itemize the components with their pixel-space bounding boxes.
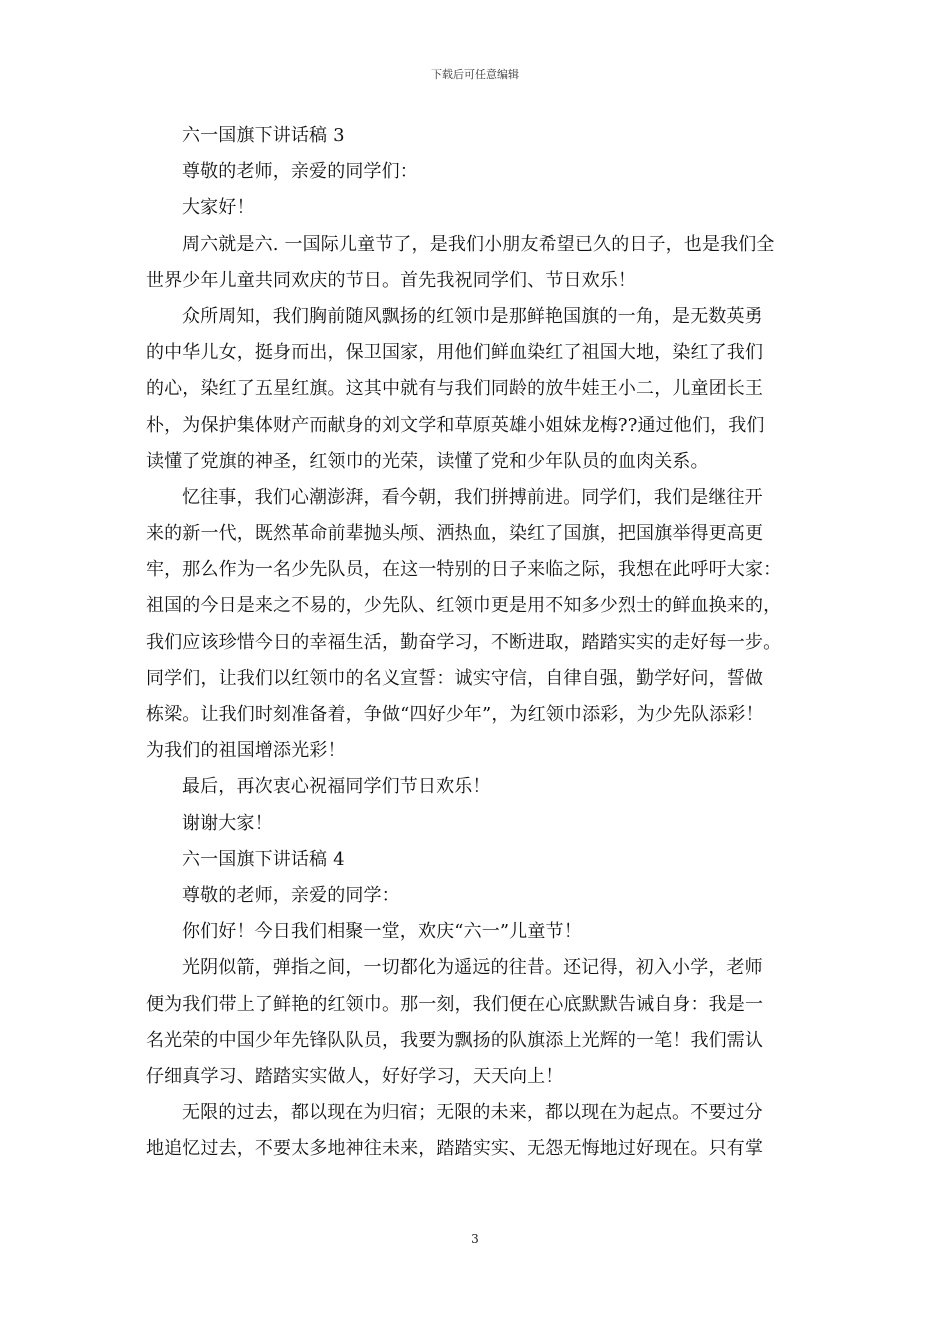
text-line: 六一国旗下讲话稿 3 xyxy=(182,125,345,146)
page-header: 下载后可任意编辑 xyxy=(431,68,519,81)
text-line: 仔细真学习、踏踏实实做人，好好学习，天天向上！ xyxy=(146,1065,564,1087)
text-line: 牢，那么作为一名少先队员，在这一特别的日子来临之际，我想在此呼吁大家： xyxy=(146,559,782,581)
text-line: 来的新一代，既然革命前辈抛头颅、洒热血，染红了国旗，把国旗举得更高更 xyxy=(146,523,764,545)
text-line: 你们好！今日我们相聚一堂，欢庆“六一”儿童节！ xyxy=(182,921,582,943)
page-number: 3 xyxy=(471,1232,479,1246)
text-line: 栋梁。让我们时刻准备着，争做“四好少年”，为红领巾添彩，为少先队添彩！ xyxy=(146,704,764,725)
text-line: 忆往事，我们心潮澎湃，看今朝，我们拼搏前进。同学们，我们是继往开 xyxy=(182,486,763,508)
text-line: 尊敬的老师，亲爱的同学们： xyxy=(182,161,418,183)
text-line: 周六就是六. 一国际儿童节了，是我们小朋友希望已久的日子，也是我们全 xyxy=(182,233,775,255)
text-line: 的中华儿女，挺身而出，保卫国家，用他们鲜血染红了祖国大地，染红了我们 xyxy=(146,342,764,364)
text-line: 六一国旗下讲话稿 4 xyxy=(182,848,345,870)
text-line: 世界少年儿童共同欢庆的节日。首先我祝同学们、节日欢乐！ xyxy=(146,269,637,291)
text-line: 地追忆过去，不要太多地神往未来，踏踏实实、无怨无悔地过好现在。只有掌 xyxy=(146,1138,764,1160)
text-line: 众所周知，我们胸前随风飘扬的红领巾是那鲜艳国旗的一角，是无数英勇 xyxy=(182,305,763,327)
text-line: 尊敬的老师，亲爱的同学： xyxy=(182,884,400,906)
text-line: 我们应该珍惜今日的幸福生活，勤奋学习，不断进取，踏踏实实的走好每一步。 xyxy=(146,631,782,653)
text-line: 无限的过去，都以现在为归宿；无限的未来，都以现在为起点。不要过分 xyxy=(182,1102,763,1124)
document-body xyxy=(146,118,806,1167)
text-line: 朴，为保护集体财产而献身的刘文学和草原英雄小姐妹龙梅??通过他们，我们 xyxy=(146,414,765,436)
text-line: 大家好！ xyxy=(182,197,255,219)
text-line: 名光荣的中国少年先锋队队员，我要为飘扬的队旗添上光辉的一笔！我们需认 xyxy=(146,1029,764,1051)
text-line: 光阴似箭，弹指之间，一切都化为遥远的往昔。还记得，初入小学，老师 xyxy=(182,957,763,979)
text-line: 同学们，让我们以红领巾的名义宣誓：诚实守信，自律自强，勤学好问，誓做 xyxy=(146,667,764,689)
text-line: 的心，染红了五星红旗。这其中就有与我们同龄的放牛娃王小二，儿童团长王 xyxy=(146,378,764,400)
text-line: 为我们的祖国增添光彩！ xyxy=(146,740,346,762)
text-line: 便为我们带上了鲜艳的红领巾。那一刻，我们便在心底默默告诫自身：我是一 xyxy=(146,993,764,1015)
text-line: 最后，再次衷心祝福同学们节日欢乐！ xyxy=(182,776,491,798)
text-line: 读懂了党旗的神圣，红领巾的光荣，读懂了党和少年队员的血肉关系。 xyxy=(146,450,709,472)
text-line: 祖国的今日是来之不易的，少先队、红领巾更是用不知多少烈士的鲜血换来的， xyxy=(146,595,782,617)
text-line: 谢谢大家！ xyxy=(182,812,273,834)
